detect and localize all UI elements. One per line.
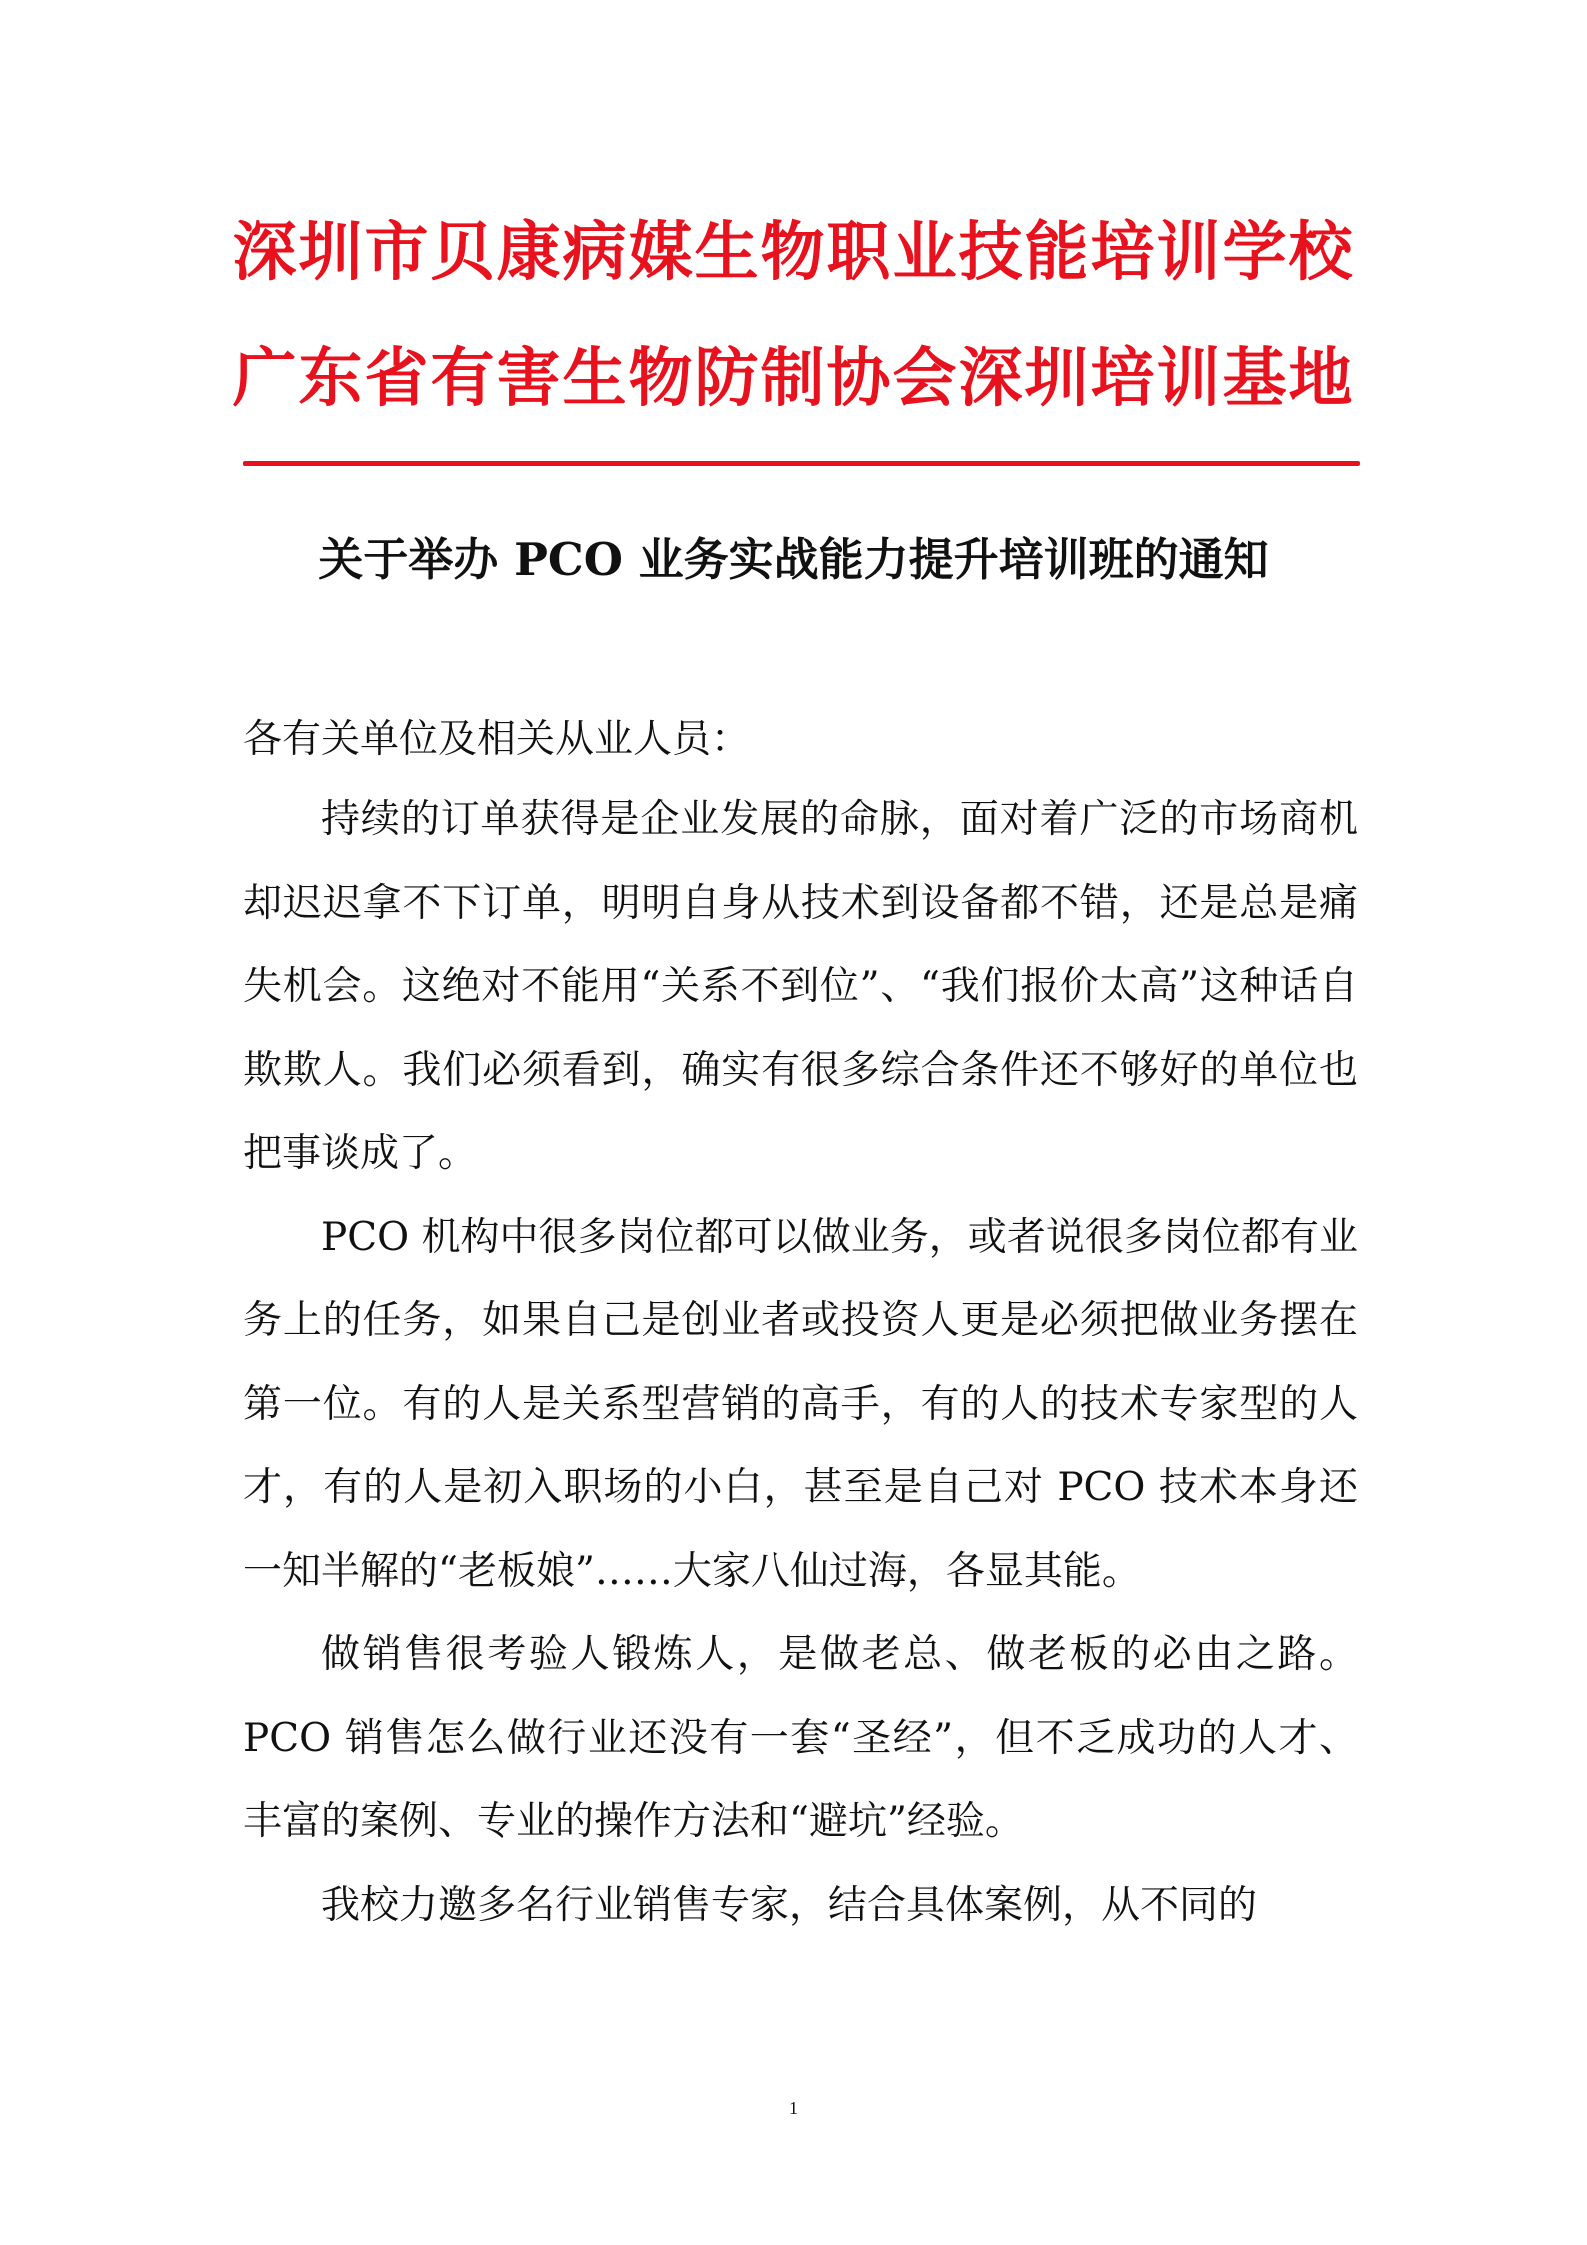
notice-title: 关于举办 PCO 业务实战能力提升培训班的通知 xyxy=(318,533,1269,586)
red-header-divider xyxy=(243,461,1360,466)
organization-name-training-base: 广东省有害生物防制协会深圳培训基地 xyxy=(232,342,1355,416)
page-number: 1 xyxy=(789,2098,798,2118)
body-paragraph: 做销售很考验人锻炼人，是做老总、做老板的必由之路。PCO 销售怎么做行业还没有一套“圣经”，但不乏成功的人才、丰富的案例、专业的操作方法和“避坑”经验。 xyxy=(243,1632,1358,1844)
body-paragraph: 持续的订单获得是企业发展的命脉，面对着广泛的市场商机却迟迟拿不下订单，明明自身从技术到设备都不错，还是总是痛失机会。这绝对不能用“关系不到位”、“我们报价太高”这种话自欺欺人。我们必须看到，确实有很多综合条件还不够好的单位也把事谈成了。 xyxy=(243,797,1358,1176)
body-paragraph: 我校力邀多名行业销售专家，结合具体案例，从不同的 xyxy=(321,1882,1258,1928)
organization-name-school: 深圳市贝康病媒生物职业技能培训学校 xyxy=(232,216,1355,290)
salutation: 各有关单位及相关从业人员： xyxy=(243,717,751,762)
body-paragraph: PCO 机构中很多岗位都可以做业务，或者说很多岗位都有业务上的任务，如果自己是创业者或投资人更是必须把做业务摆在第一位。有的人是关系型营销的高手，有的人的技术专家型的人才，有的人是初入职场的小白，甚至是自己对 PCO 技术本身还一知半解的“老板娘”……大家八仙过海，各显其能。 xyxy=(243,1214,1358,1594)
notice-body xyxy=(243,778,1358,1947)
